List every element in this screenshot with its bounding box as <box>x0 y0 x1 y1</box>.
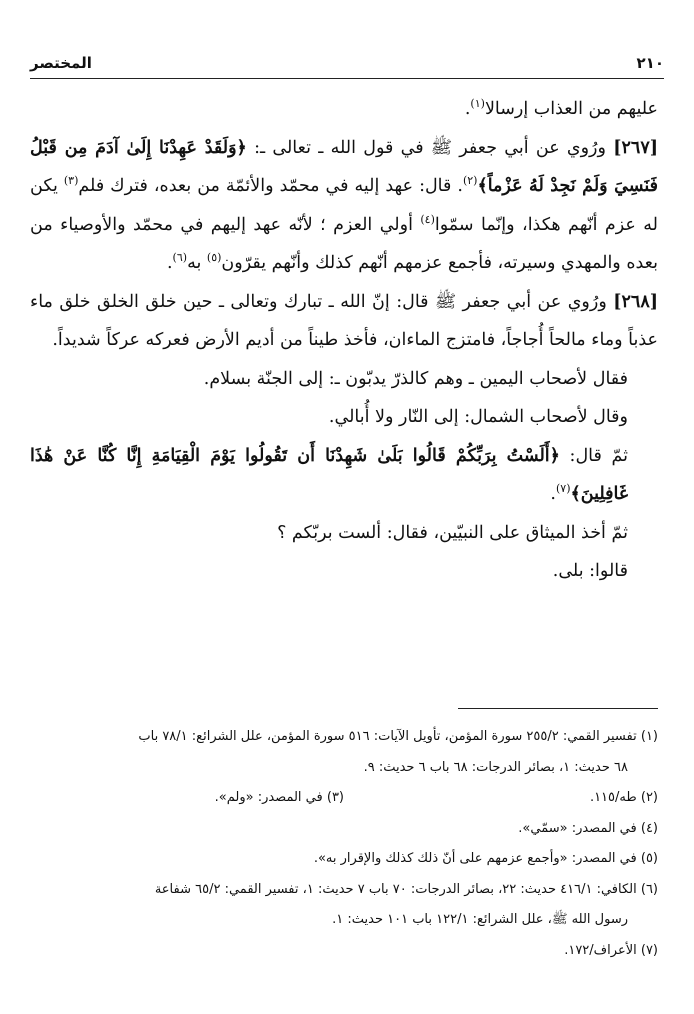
footnote-ref-3: (٣) <box>63 174 79 188</box>
footnote-4: (٤) في المصدر: «سمّي». <box>518 820 658 836</box>
footnote-ref-7: (٧) <box>555 482 571 496</box>
companions-left-line: وقال لأصحاب الشمال: إلى النّار ولا أُبالي. <box>328 407 628 427</box>
footnotes <box>30 722 658 966</box>
opening-line: عليهم من العذاب إرسالا$^{(١)}$. <box>464 97 658 119</box>
footnote-6: (٦) الكافي: ٤١٦/١ حديث: ٢٢، بصائر الدرجات: ٧٠ باب ٧ حديث: ١، تفسير القمي: ٦٥/٢ شفاعة <box>154 881 658 897</box>
footnote-ref-2: (٢) <box>462 174 478 188</box>
quran-verse-1: ﴿وَلَقَدْ عَهِدْنَا إِلَىٰ آدَمَ مِن قَبْلُ فَنَسِيَ وَلَمْ نَجِدْ لَهُ عَزْماً﴾ <box>30 137 658 196</box>
footnote-1-continued: ٦٨ حديث: ١، بصائر الدرجات: ٦٨ باب ٦ حديث: ٩. <box>363 759 628 775</box>
hadith-number-268: [٢٦٨] <box>613 291 658 312</box>
footnote-ref-5: (٥) <box>206 251 222 265</box>
quran-verse-2-paragraph <box>30 437 658 514</box>
opening-line-text: عليهم من العذاب إرسالا <box>484 99 658 119</box>
then-said: ثمّ قال: <box>559 445 628 466</box>
footnote-ref-4: (٤) <box>420 212 435 226</box>
companions-right-line: فقال لأصحاب اليمين ـ وهم كالذرّ يدبّون ـ: إلى الجنّة بسلام. <box>203 368 628 389</box>
footnote-ref-1: (١) <box>470 97 485 111</box>
answer-line: قالوا: بلى. <box>552 561 628 581</box>
footnote-separator <box>458 708 658 709</box>
paragraph-267-end: . <box>166 253 173 273</box>
hadith-number-267: [٢٦٧] <box>613 137 658 158</box>
paragraph-268-text: ورُوي عن أبي جعفر ﷺ قال: إنّ الله ـ تبارك وتعالى ـ حين خلق الخلق خلق ماء عذباً وماء مالحاً أُجاجاً، فامتزج الماءان، فأخذ طيناً من أديم الأرض فعركه عركاً شديداً. <box>30 291 658 350</box>
footnote-5: (٥) في المصدر: «وأجمع عزمهم على أنّ ذلك كذلك والإقرار به». <box>313 851 658 866</box>
footnote-7: (٧) الأعراف/١٧٢. <box>564 942 658 958</box>
quran-verse-2: ﴿أَلَسْتُ بِرَبِّكُمْ قَالُوا بَلَىٰ شَهِدْنَا أَن تَقُولُوا يَوْمَ الْقِيَامَةِ إِنَّا كُنَّا عَنْ هَٰذَا غَافِلِينَ﴾ <box>30 445 628 504</box>
footnote-3: (٣) في المصدر: «ولم». <box>214 790 344 805</box>
running-title: المختصر <box>30 54 92 72</box>
paragraph-267-text-1: . قال: عهد إليه في محمّد والأئمّة من بعده، فترك فلم <box>78 176 463 196</box>
main-text <box>30 90 658 591</box>
footnote-row-2-3 <box>30 783 658 814</box>
paragraph-267-text-4: به <box>187 253 207 273</box>
quran-verse-2-end: . <box>550 484 556 504</box>
running-header <box>30 48 664 79</box>
footnote-ref-6: (٦) <box>172 251 188 265</box>
footnote-1: (١) تفسير القمي: ٢٥٥/٢ سورة المؤمن، تأويل الآيات: ٥١٦ سورة المؤمن، علل الشرائع: ٧٨/١ باب <box>138 729 658 744</box>
paragraph-267-intro: ورُوي عن أبي جعفر ﷺ في قول الله ـ تعالى ـ: <box>246 137 606 158</box>
paragraph-267 <box>30 129 658 283</box>
paragraph-268 <box>30 283 658 360</box>
footnote-2: (٢) طه/١١٥. <box>589 790 658 805</box>
paragraph-267-text-3: أولي العزم ؛ لأنّه عهد إليهم في محمّد والأوصياء من بعده والمهدي وسيرته، فأجمع عزمهم أنّهم كذلك وأنّهم يقرّون <box>30 214 658 273</box>
page-number: ٢١٠ <box>636 54 664 72</box>
covenant-line: ثمّ أخذ الميثاق على النبيّين، فقال: ألست بربّكم ؟ <box>277 522 628 543</box>
paragraph-267-text-2: يكن له عزم أنّهم هكذا، وإنّما سمّوا <box>30 176 658 235</box>
footnote-6-continued: رسول الله ﷺ، علل الشرائع: ١٢٢/١ باب ١٠١ حديث: ١. <box>332 912 628 927</box>
